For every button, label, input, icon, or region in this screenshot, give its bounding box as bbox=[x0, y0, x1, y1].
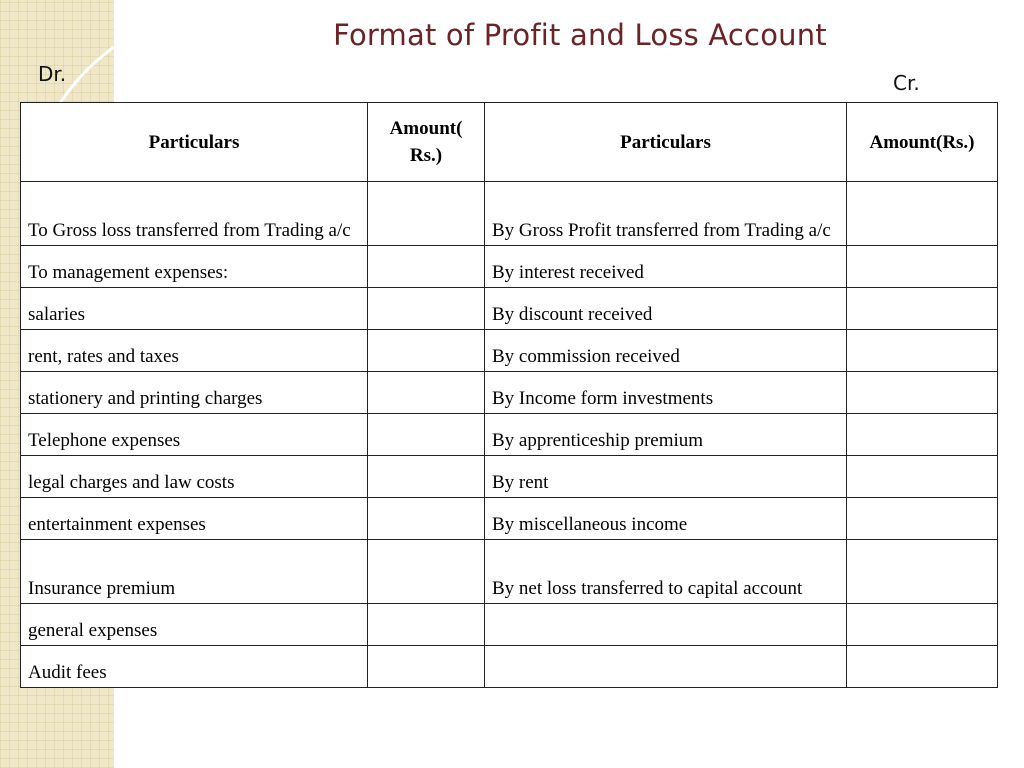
debit-particular: legal charges and law costs bbox=[21, 456, 368, 498]
debit-amount bbox=[368, 540, 485, 604]
header-row bbox=[21, 103, 998, 182]
credit-particular: By interest received bbox=[485, 246, 847, 288]
debit-particular: To management expenses: bbox=[21, 246, 368, 288]
debit-amount bbox=[368, 330, 485, 372]
table-row bbox=[21, 330, 998, 372]
table-row bbox=[21, 372, 998, 414]
credit-amount bbox=[847, 182, 998, 246]
credit-amount bbox=[847, 414, 998, 456]
table-row bbox=[21, 498, 998, 540]
debit-particular: general expenses bbox=[21, 604, 368, 646]
credit-particular: By apprenticeship premium bbox=[485, 414, 847, 456]
header-credit-particulars: Particulars bbox=[485, 103, 847, 182]
debit-particular: rent, rates and taxes bbox=[21, 330, 368, 372]
debit-amount bbox=[368, 646, 485, 688]
debit-amount bbox=[368, 182, 485, 246]
credit-amount bbox=[847, 604, 998, 646]
credit-particular: By discount received bbox=[485, 288, 847, 330]
slide-title: Format of Profit and Loss Account bbox=[333, 18, 827, 52]
debit-particular: salaries bbox=[21, 288, 368, 330]
credit-particular bbox=[485, 646, 847, 688]
debit-particular: stationery and printing charges bbox=[21, 372, 368, 414]
header-credit-amount: Amount(Rs.) bbox=[847, 103, 998, 182]
credit-particular: By miscellaneous income bbox=[485, 498, 847, 540]
debit-particular: Telephone expenses bbox=[21, 414, 368, 456]
credit-amount bbox=[847, 646, 998, 688]
table-row bbox=[21, 540, 998, 604]
credit-particular: By Income form investments bbox=[485, 372, 847, 414]
header-debit-amount: Amount( Rs.) bbox=[368, 103, 485, 182]
table-row bbox=[21, 604, 998, 646]
table-row bbox=[21, 288, 998, 330]
credit-label: Cr. bbox=[893, 71, 920, 95]
credit-particular bbox=[485, 604, 847, 646]
credit-amount bbox=[847, 288, 998, 330]
credit-amount bbox=[847, 540, 998, 604]
table-row bbox=[21, 414, 998, 456]
debit-label: Dr. bbox=[38, 62, 67, 86]
table-row bbox=[21, 182, 998, 246]
credit-amount bbox=[847, 456, 998, 498]
debit-amount bbox=[368, 498, 485, 540]
credit-particular: By rent bbox=[485, 456, 847, 498]
credit-particular: By net loss transferred to capital account bbox=[485, 540, 847, 604]
debit-amount bbox=[368, 288, 485, 330]
credit-amount bbox=[847, 372, 998, 414]
debit-amount bbox=[368, 414, 485, 456]
credit-particular: By Gross Profit transferred from Trading a/c bbox=[485, 182, 847, 246]
table-row bbox=[21, 646, 998, 688]
profit-loss-table bbox=[20, 102, 998, 688]
credit-amount bbox=[847, 498, 998, 540]
debit-particular: entertainment expenses bbox=[21, 498, 368, 540]
debit-amount bbox=[368, 456, 485, 498]
credit-amount bbox=[847, 246, 998, 288]
debit-amount bbox=[368, 246, 485, 288]
table-row bbox=[21, 246, 998, 288]
table-row bbox=[21, 456, 998, 498]
debit-particular: Insurance premium bbox=[21, 540, 368, 604]
header-debit-particulars: Particulars bbox=[21, 103, 368, 182]
debit-amount bbox=[368, 604, 485, 646]
credit-particular: By commission received bbox=[485, 330, 847, 372]
debit-particular: Audit fees bbox=[21, 646, 368, 688]
debit-amount bbox=[368, 372, 485, 414]
credit-amount bbox=[847, 330, 998, 372]
debit-particular: To Gross loss transferred from Trading a/c bbox=[21, 182, 368, 246]
